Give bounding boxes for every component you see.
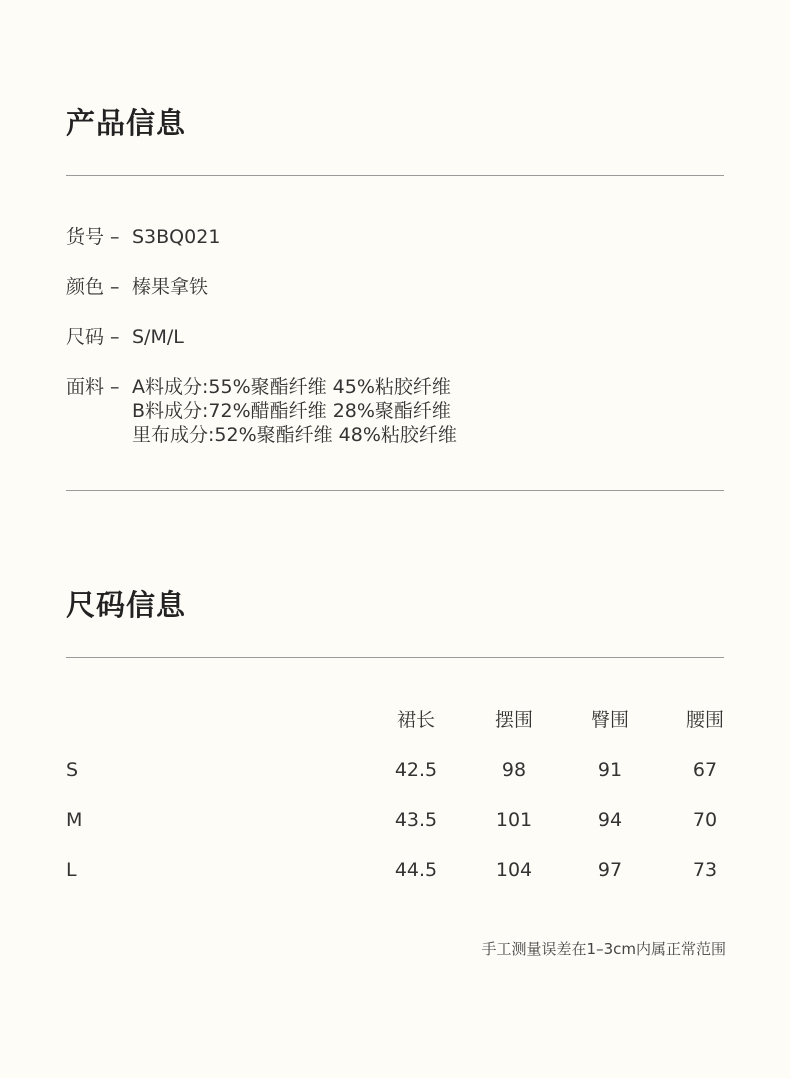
table-row [66, 806, 726, 834]
product-info-divider-top [66, 175, 724, 176]
info-row-size [66, 325, 184, 349]
table-row [66, 756, 726, 784]
info-value [132, 375, 457, 447]
table-cell: 43.5 [394, 809, 438, 831]
table-cell: 97 [597, 859, 623, 881]
info-value-line: 里布成分:52%聚酯纤维 48%粘胶纤维 [132, 424, 457, 446]
info-value [132, 225, 220, 249]
product-info-divider-bottom [66, 490, 724, 491]
size-label: S [66, 759, 79, 781]
info-value-line: S/M/L [132, 326, 184, 348]
info-label: 颜色 – [66, 276, 120, 298]
info-label: 尺码 – [66, 326, 120, 348]
product-info-title: 产品信息 [66, 106, 187, 140]
table-cell: 42.5 [394, 759, 438, 781]
info-row-fabric [66, 375, 457, 447]
size-label: M [66, 809, 83, 831]
info-value-line: A料成分:55%聚酯纤维 45%粘胶纤维 [132, 376, 451, 398]
table-cell: 101 [495, 809, 533, 831]
table-cell: 98 [501, 759, 527, 781]
table-cell: 70 [692, 809, 718, 831]
measurement-note: 手工测量误差在1–3cm内属正常范围 [481, 940, 726, 958]
size-info-title: 尺码信息 [66, 588, 187, 622]
size-label: L [66, 859, 77, 881]
header-cell-waist: 腰围 [685, 709, 724, 731]
header-cell-hem: 摆围 [494, 709, 533, 731]
table-cell: 104 [495, 859, 533, 881]
table-cell: 67 [692, 759, 718, 781]
size-info-divider [66, 657, 724, 658]
size-table-header [66, 706, 726, 734]
table-row [66, 856, 726, 884]
info-value [132, 275, 208, 299]
info-value-line: S3BQ021 [132, 226, 221, 248]
table-cell: 44.5 [394, 859, 438, 881]
header-cell-length: 裙长 [396, 709, 435, 731]
info-row-item-number [66, 225, 220, 249]
table-cell: 73 [692, 859, 718, 881]
table-cell: 91 [597, 759, 623, 781]
info-value [132, 325, 184, 349]
table-cell: 94 [597, 809, 623, 831]
info-label: 面料 – [66, 376, 120, 398]
info-value-line: 榛果拿铁 [132, 276, 209, 298]
info-row-color [66, 275, 208, 299]
info-label: 货号 – [66, 226, 120, 248]
info-value-line: B料成分:72%醋酯纤维 28%聚酯纤维 [132, 400, 451, 422]
header-cell-hip: 臀围 [590, 709, 629, 731]
